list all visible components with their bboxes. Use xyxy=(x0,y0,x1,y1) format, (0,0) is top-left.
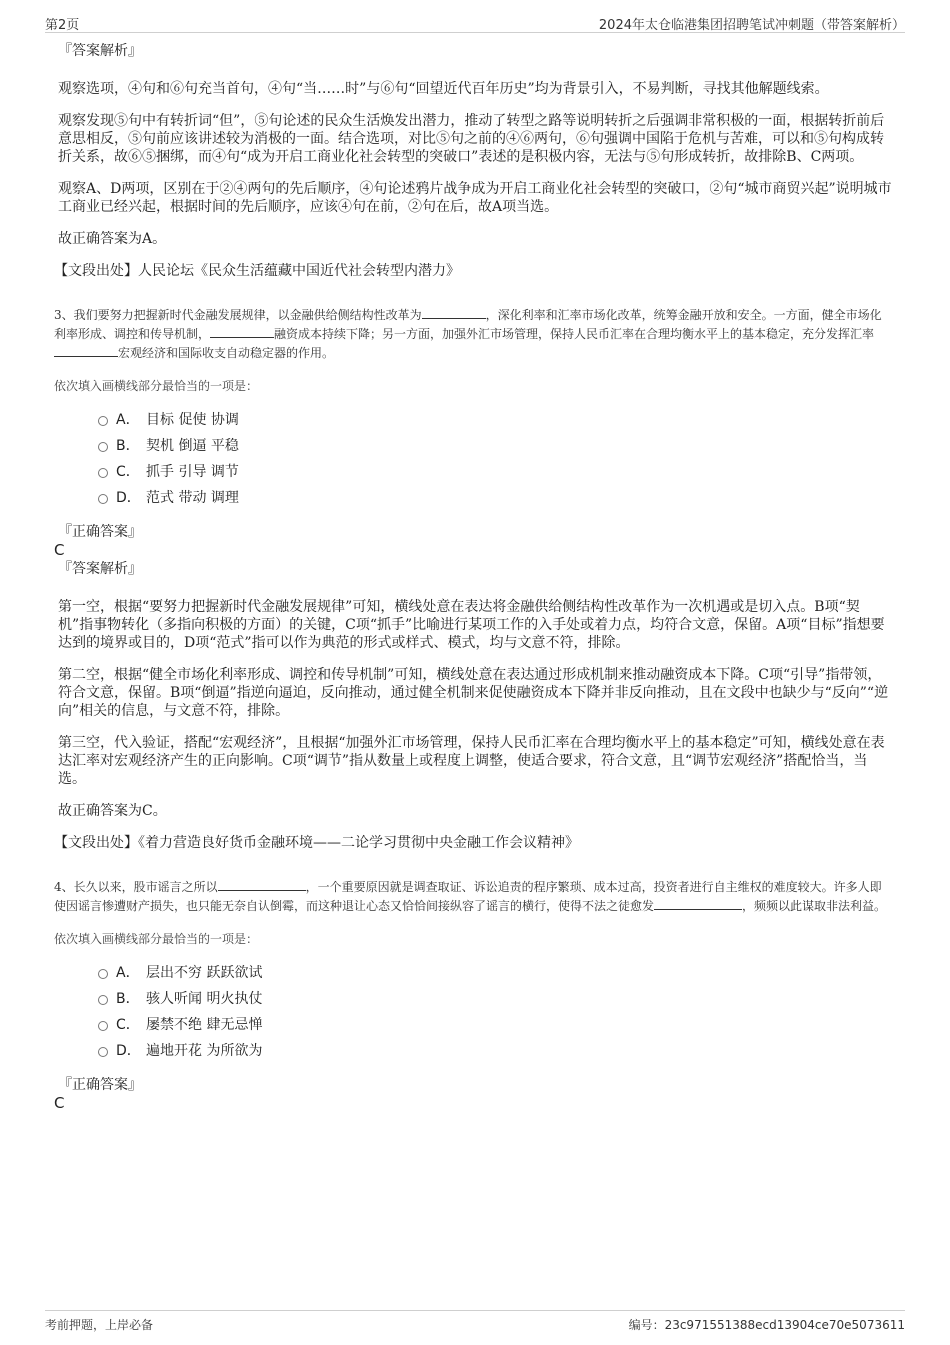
option-letter: A． xyxy=(116,965,140,981)
fill-blank xyxy=(422,306,486,319)
option-letter: B． xyxy=(116,991,140,1007)
answer-label: 『正确答案』 xyxy=(58,524,142,540)
radio-icon[interactable] xyxy=(98,1047,108,1057)
analysis-paragraph: 第一空，根据“要努力把握新时代金融发展规律”可知，横线处意在表达将金融供给侧结构性改革作为一次机遇或是切入点。B项“契机”指事物转化（多指向积极的方面）的关键，C项“抓手”比喻进行某项工作的入手处或着力点，均符合文意，保留。A项“目标”指想要达到的境界或目的，D项“范式”指可以作为典范的形式或样式、模式，均与文意不符，排除。 xyxy=(58,599,885,651)
analysis-paragraph: 第三空，代入验证，搭配“宏观经济”，且根据“加强外汇市场管理，保持人民币汇率在合理均衡水平上的基本稳定”可知，横线处意在表达汇率对宏观经济产生的正向影响。C项“调节”指从数量上或程度上调整，使适合要求，符合文意，且“调节宏观经济”搭配恰当，当选。 xyxy=(58,735,885,787)
question-3-options xyxy=(98,411,892,515)
stem-text: ，频频以此谋取非法利益。 xyxy=(742,899,887,913)
option-b[interactable] xyxy=(98,990,892,1016)
option-letter: B． xyxy=(116,438,140,454)
radio-icon[interactable] xyxy=(98,1021,108,1031)
option-letter: D． xyxy=(116,490,141,506)
option-letter: C． xyxy=(116,464,140,480)
analysis-conclusion: 故正确答案为C。 xyxy=(58,803,167,819)
page-footer xyxy=(45,1310,905,1335)
analysis-paragraph: 观察选项，④句和⑥句充当首句，④句“当……时”与⑥句“回望近代百年历史”均为背景引入，不易判断，寻找其他解题线索。 xyxy=(58,81,829,97)
page-number: 第2页 xyxy=(45,18,80,33)
page-content xyxy=(54,42,892,1113)
option-d[interactable] xyxy=(98,1042,892,1068)
analysis-paragraph: 第二空，根据“健全市场化利率形成、调控和传导机制”可知，横线处意在表达通过形成机制来推动融资成本下降。C项“引导”指带领，符合文意，保留。B项“倒逼”指逆向逼迫，反向推动，通过健全机制来促使融资成本下降并非反向推动，且在文段中也缺少与“反向”“逆向”相关的信息，与文意不符，排除。 xyxy=(58,667,889,719)
option-letter: D． xyxy=(116,1043,141,1059)
option-text: 屡禁不绝 肆无忌惮 xyxy=(146,1017,263,1033)
radio-icon[interactable] xyxy=(98,995,108,1005)
option-letter: A． xyxy=(116,412,140,428)
analysis-paragraph: 观察A、D两项，区别在于②④两句的先后顺序，④句论述鸦片战争成为开启工商业化社会转型的突破口，②句“城市商贸兴起”说明城市工商业已经兴起，根据时间的先后顺序，应该④句在前，②句在后，故A项当选。 xyxy=(58,181,892,215)
answer-label: 『正确答案』 xyxy=(58,1077,142,1093)
option-c[interactable] xyxy=(98,463,892,489)
stem-text: 融资成本持续下降；另一方面，加强外汇市场管理，保持人民币汇率在合理均衡水平上的基本稳定，充分发挥汇率 xyxy=(274,327,875,341)
footer-slogan: 考前押题，上岸必备 xyxy=(45,1318,154,1332)
analysis-label: 『答案解析』 xyxy=(58,43,142,59)
source-citation: 【文段出处】人民论坛《民众生活蕴藏中国近代社会转型内潜力》 xyxy=(54,263,460,279)
option-a[interactable] xyxy=(98,964,892,990)
question-4-options xyxy=(98,964,892,1068)
answer-value: C xyxy=(54,541,65,559)
page-header xyxy=(45,10,905,33)
radio-icon[interactable] xyxy=(98,468,108,478)
stem-text: 宏观经济和国际收支自动稳定器的作用。 xyxy=(118,346,335,360)
option-text: 契机 倒逼 平稳 xyxy=(146,438,239,454)
fill-blank xyxy=(54,344,118,357)
option-b[interactable] xyxy=(98,437,892,463)
option-text: 骇人听闻 明火执仗 xyxy=(146,991,263,1007)
question-3-stem xyxy=(54,306,892,363)
option-text: 目标 促使 协调 xyxy=(146,412,239,428)
analysis-conclusion: 故正确答案为A。 xyxy=(58,231,167,247)
option-c[interactable] xyxy=(98,1016,892,1042)
radio-icon[interactable] xyxy=(98,969,108,979)
radio-icon[interactable] xyxy=(98,416,108,426)
option-text: 层出不穷 跃跃欲试 xyxy=(146,965,263,981)
stem-text: 3、我们要努力把握新时代金融发展规律，以金融供给侧结构性改革为 xyxy=(54,308,422,322)
fill-blank xyxy=(210,325,274,338)
stem-text: 4、长久以来，股市谣言之所以 xyxy=(54,880,218,894)
fill-blank xyxy=(654,897,742,910)
question-instruction: 依次填入画横线部分最恰当的一项是： xyxy=(54,932,259,946)
source-citation: 【文段出处】《着力营造良好货币金融环境——二论学习贯彻中央金融工作会议精神》 xyxy=(54,835,579,851)
question-4-stem xyxy=(54,878,892,916)
stem-text: ，一个重要原因就是调查取证、诉讼追责的程序繁琐、成本过高，投资者进行自主维权的难度较大。许多人即使因谣言惨遭财产损失，也只能无奈自认倒霉，而这种退让心态又恰恰间接纵容了谣言的横行，使得不法之徒愈发 xyxy=(54,880,882,913)
analysis-label: 『答案解析』 xyxy=(58,561,142,577)
radio-icon[interactable] xyxy=(98,494,108,504)
fill-blank xyxy=(218,878,306,891)
option-d[interactable] xyxy=(98,489,892,515)
analysis-paragraph: 观察发现⑤句中有转折词“但”，⑤句论述的民众生活焕发出潜力，推动了转型之路等说明转折之后强调非常积极的一面，根据转折前后意思相反，⑤句前应该讲述较为消极的一面。结合选项，对比⑤句之前的④⑥两句，⑥句强调中国陷于危机与苦难，可以和⑤句构成转折关系，故⑥⑤捆绑，而④句“成为开启工商业化社会转型的突破口”表述的是积极内容，无法与⑤句形成转折，故排除B、C两项。 xyxy=(58,113,885,165)
document-id: 编号：23c971551388ecd13904ce70e5073611 xyxy=(628,1318,905,1332)
option-text: 抓手 引导 调节 xyxy=(146,464,239,480)
radio-icon[interactable] xyxy=(98,442,108,452)
option-a[interactable] xyxy=(98,411,892,437)
document-title: 2024年太仓临港集团招聘笔试冲刺题（带答案解析） xyxy=(598,18,905,33)
option-letter: C． xyxy=(116,1017,140,1033)
question-instruction: 依次填入画横线部分最恰当的一项是： xyxy=(54,379,259,393)
option-text: 遍地开花 为所欲为 xyxy=(146,1043,263,1059)
option-text: 范式 带动 调理 xyxy=(146,490,239,506)
stem-text: ，深化利率和汇率市场化改革，统筹金融开放和安全。一方面，健全市场化利率形成、调控和传导机制， xyxy=(54,308,882,341)
answer-value: C xyxy=(54,1094,65,1112)
